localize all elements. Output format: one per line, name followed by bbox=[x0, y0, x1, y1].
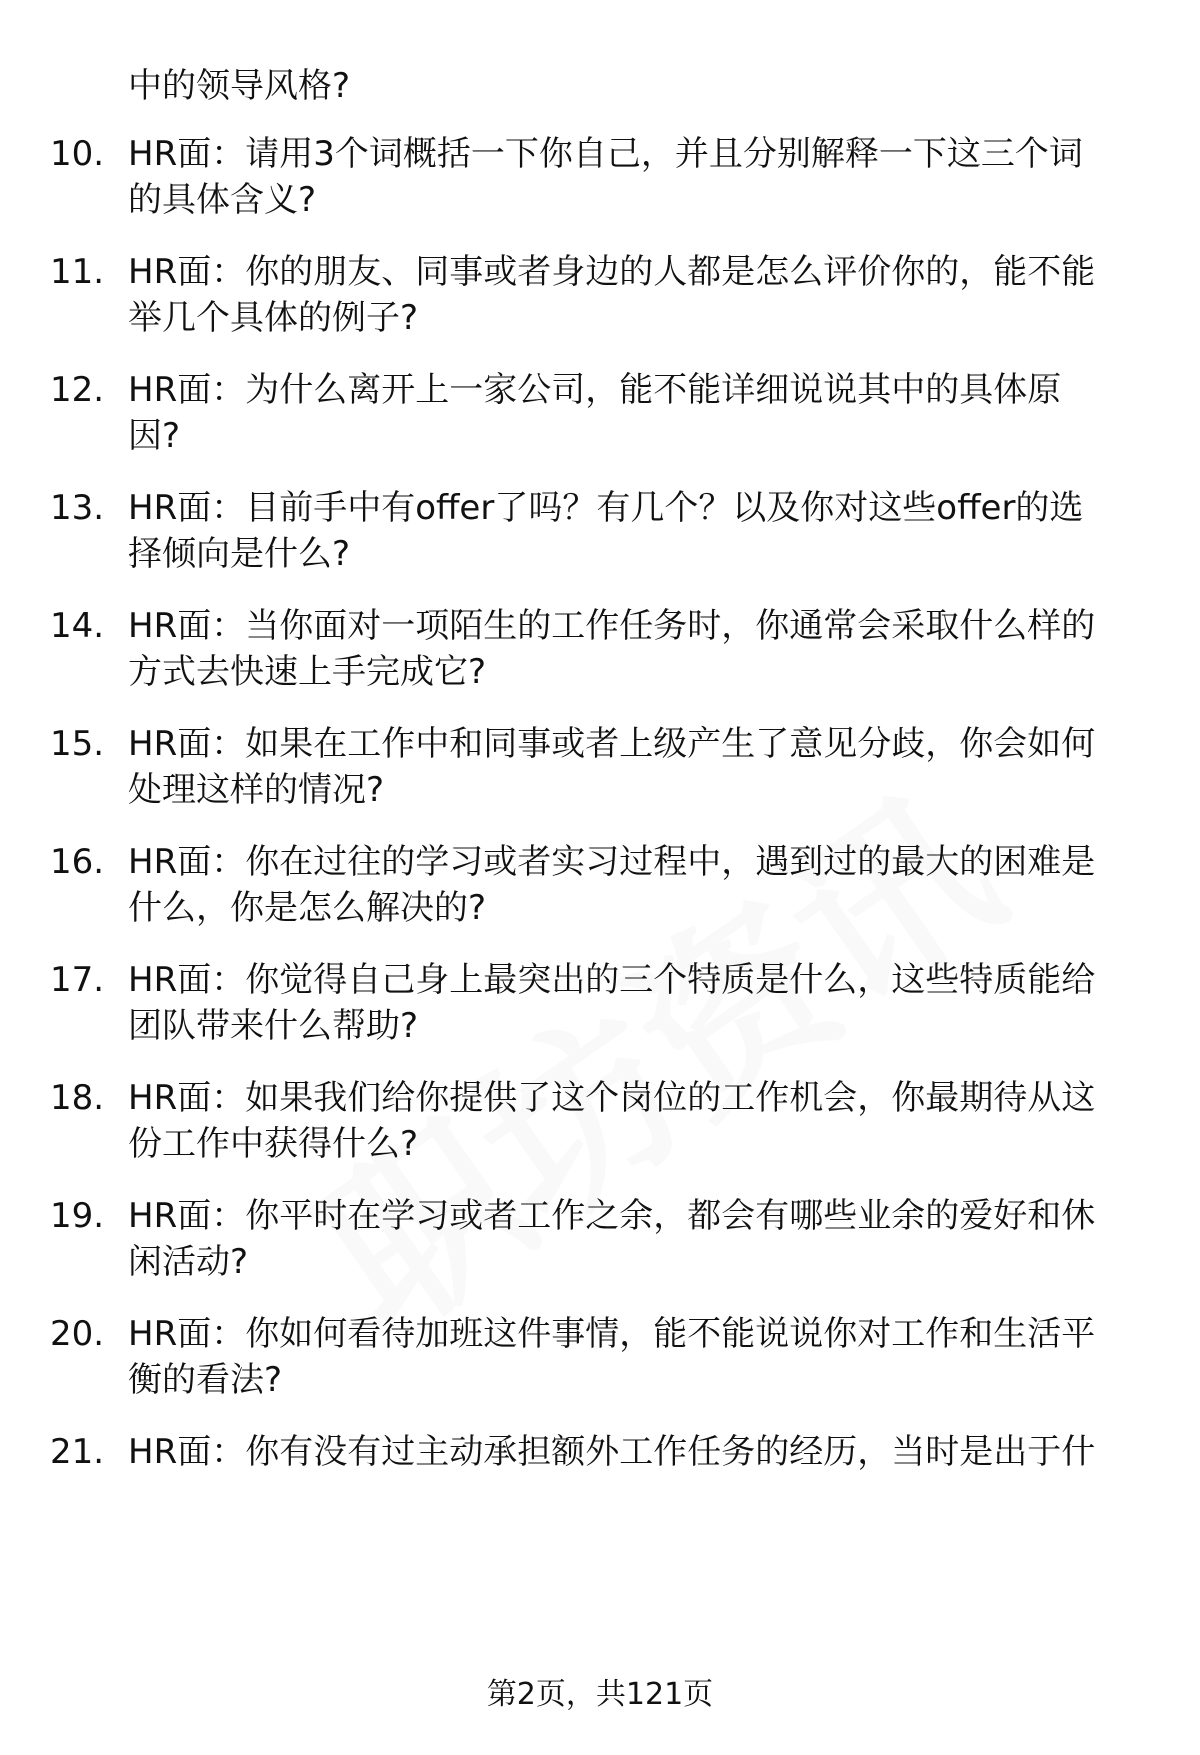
question-item bbox=[0, 130, 1200, 230]
question-item bbox=[0, 366, 1200, 466]
question-item bbox=[0, 602, 1200, 702]
question-text-line-1: HR面：请用3个词概括一下你自己，并且分别解释一下这三个词 bbox=[128, 134, 1083, 174]
question-number: 21. bbox=[50, 1432, 105, 1472]
question-item bbox=[0, 956, 1200, 1056]
question-text-line-1: HR面：你的朋友、同事或者身边的人都是怎么评价你的，能不能 bbox=[128, 252, 1096, 292]
question-number: 18. bbox=[50, 1078, 105, 1118]
page-footer: 第2页，共121页 bbox=[486, 1677, 714, 1712]
question-item bbox=[0, 1310, 1200, 1410]
question-text-line-2: 份工作中获得什么? bbox=[128, 1124, 419, 1164]
question-text-line-2: 衡的看法? bbox=[128, 1360, 283, 1400]
question-number: 16. bbox=[50, 842, 105, 882]
question-text-line-2: 团队带来什么帮助? bbox=[128, 1006, 419, 1046]
question-number: 13. bbox=[50, 488, 105, 528]
continuation-line: 中的领导风格? bbox=[128, 66, 351, 106]
question-text-line-1: HR面：当你面对一项陌生的工作任务时，你通常会采取什么样的 bbox=[128, 606, 1096, 646]
question-item bbox=[0, 248, 1200, 348]
question-text-line-2: 举几个具体的例子? bbox=[128, 298, 419, 338]
question-text-line-2: 择倾向是什么? bbox=[128, 534, 351, 574]
question-text-line-1: HR面：你在过往的学习或者实习过程中，遇到过的最大的困难是 bbox=[128, 842, 1096, 882]
question-item bbox=[0, 484, 1200, 584]
question-text-line-2: 闲活动? bbox=[128, 1242, 249, 1282]
question-number: 15. bbox=[50, 724, 105, 764]
question-text-line-2: 的具体含义? bbox=[128, 180, 317, 220]
question-text-line-1: HR面：你如何看待加班这件事情，能不能说说你对工作和生活平 bbox=[128, 1314, 1096, 1354]
question-number: 20. bbox=[50, 1314, 105, 1354]
question-text-line-1: HR面：如果在工作中和同事或者上级产生了意见分歧，你会如何 bbox=[128, 724, 1096, 764]
question-text-line-1: HR面：目前手中有offer了吗？有几个？以及你对这些offer的选 bbox=[128, 488, 1084, 528]
question-number: 14. bbox=[50, 606, 105, 646]
question-text-line-2: 因? bbox=[128, 416, 181, 456]
question-item bbox=[0, 1192, 1200, 1292]
question-number: 19. bbox=[50, 1196, 105, 1236]
question-number: 10. bbox=[50, 134, 105, 174]
question-item bbox=[0, 1074, 1200, 1174]
question-item bbox=[0, 720, 1200, 820]
question-text-line-2: 什么，你是怎么解决的? bbox=[128, 888, 487, 928]
question-text-line-1: HR面：你平时在学习或者工作之余，都会有哪些业余的爱好和休 bbox=[128, 1196, 1096, 1236]
question-item bbox=[0, 1428, 1200, 1528]
question-text-line-1: HR面：你有没有过主动承担额外工作任务的经历，当时是出于什 bbox=[128, 1432, 1096, 1472]
question-text-line-1: HR面：如果我们给你提供了这个岗位的工作机会，你最期待从这 bbox=[128, 1078, 1096, 1118]
question-text-line-1: HR面：你觉得自己身上最突出的三个特质是什么，这些特质能给 bbox=[128, 960, 1096, 1000]
question-number: 17. bbox=[50, 960, 105, 1000]
question-text-line-2: 方式去快速上手完成它? bbox=[128, 652, 487, 692]
question-number: 12. bbox=[50, 370, 105, 410]
question-text-line-2: 处理这样的情况? bbox=[128, 770, 385, 810]
question-text-line-1: HR面：为什么离开上一家公司，能不能详细说说其中的具体原 bbox=[128, 370, 1062, 410]
question-number: 11. bbox=[50, 252, 105, 292]
question-item bbox=[0, 838, 1200, 938]
